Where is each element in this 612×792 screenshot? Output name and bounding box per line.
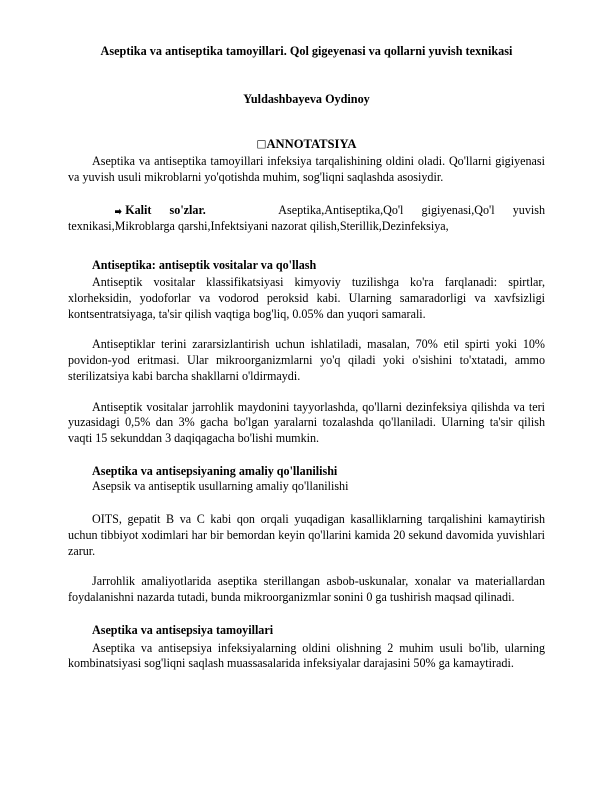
author-name: Yuldashbayeva Oydinoy [243,91,370,106]
keywords-line [68,203,545,235]
section-heading-amaliy-qollanilishi: Aseptika va antisepsiyaning amaliy qo'llanilishi [92,463,338,478]
key-icon: ➡ [114,204,122,218]
section-1-paragraph-0: OITS, gepatit B va C kabi qon orqali yuqadigan kasalliklarning tarqalishini kamaytirish uchun tibbiyot xodimlari har bir bemordan keyin qo'llarini kamida 20 sekund davomida yuvishlari zarur. [68,512,545,558]
annotation-heading-label: ANNOTATSIYA [266,136,357,151]
section-0-paragraph-2: Antiseptik vositalar jarrohlik maydonini tayyorlashda, qo'llarni dezinfeksiya qilishda va teri yuzasidagi 0,5% dan 3% gacha bo'lgan yaralarni tozalashda qo'llaniladi. Ularning ta'sir qilish vaqti 15 sekunddan 3 daqiqagacha bo'lishi mumkin. [68,399,545,446]
missing-glyph-box-icon: □ [256,137,267,150]
spacer [68,235,545,258]
spacer [68,447,545,464]
keywords-values: Aseptika,Antiseptika,Qo'l gigiyenasi,Qo'l yuvish texnikasi,Mikroblarga qarshi,Infektsiyani nazorat qilish,Sterillik,Dezinfeksiya, [68,202,545,233]
keywords-label: Kalit so'zlar. [125,202,206,217]
page-title: Aseptika va antiseptika tamoyillari. Qol gigeyenasi va qollarni yuvish texnikasi [100,44,513,58]
section-1-subtitle: Asepsik va antiseptik usullarning amaliy qo'llanilishi [92,479,349,494]
annotation-paragraph: Aseptika va antiseptika tamoyillari infeksiya tarqalishining oldini oladi. Qo'llarni gigiyenasi va yuvish usuli mikroblarni yo'qotishda muhim, sog'liqni saqlashda asosiydir. [68,154,545,184]
spacer [68,606,545,623]
section-0-paragraph-0: Antiseptik vositalar klassifikatsiyasi kimyoviy tuzilishga ko'ra farqlanadi: spirtlar, xlorheksidin, yodoforlar va vodorod peroksid kabi. Ularning samaradorligi va xavfsizligi kontsentratsiyaga, ta'sir qilish vaqtiga bog'liq, 0.05% dan yuqori samarali. [68,275,545,321]
annotation-heading [68,137,545,152]
section-heading-tamoyillari: Aseptika va antisepsiya tamoyillari [92,622,274,637]
section-heading-antiseptika: Antiseptika: antiseptik vositalar va qo'llash [92,257,317,272]
section-2-paragraph-0: Aseptika va antisepsiya infeksiyalarning oldini olishning 2 muhim usuli bo'lib, ularning kombinatsiyasi sog'liqni saqlash muassasalarida infeksiyalar darajasini 50% ga kamaytiradi. [68,640,545,671]
section-0-paragraph-1: Antiseptiklar terini zararsizlantirish uchun ishlatiladi, masalan, 70% etil spirti yoki 10% povidon-yod eritmasi. Ular mikroorganizmlarni yo'q qiladi yoki o'sishini to'xtatadi, ammo sterilizatsiya kabi barcha shakllarni o'ldirmaydi. [68,337,545,383]
section-1-paragraph-1: Jarrohlik amaliyotlarida aseptika sterillangan asbob-uskunalar, xonalar va materiallardan foydalanishni nazarda tutadi, bunda mikroorganizmlar sonini 0 ga tushirish maqsad qilinadi. [68,574,545,605]
